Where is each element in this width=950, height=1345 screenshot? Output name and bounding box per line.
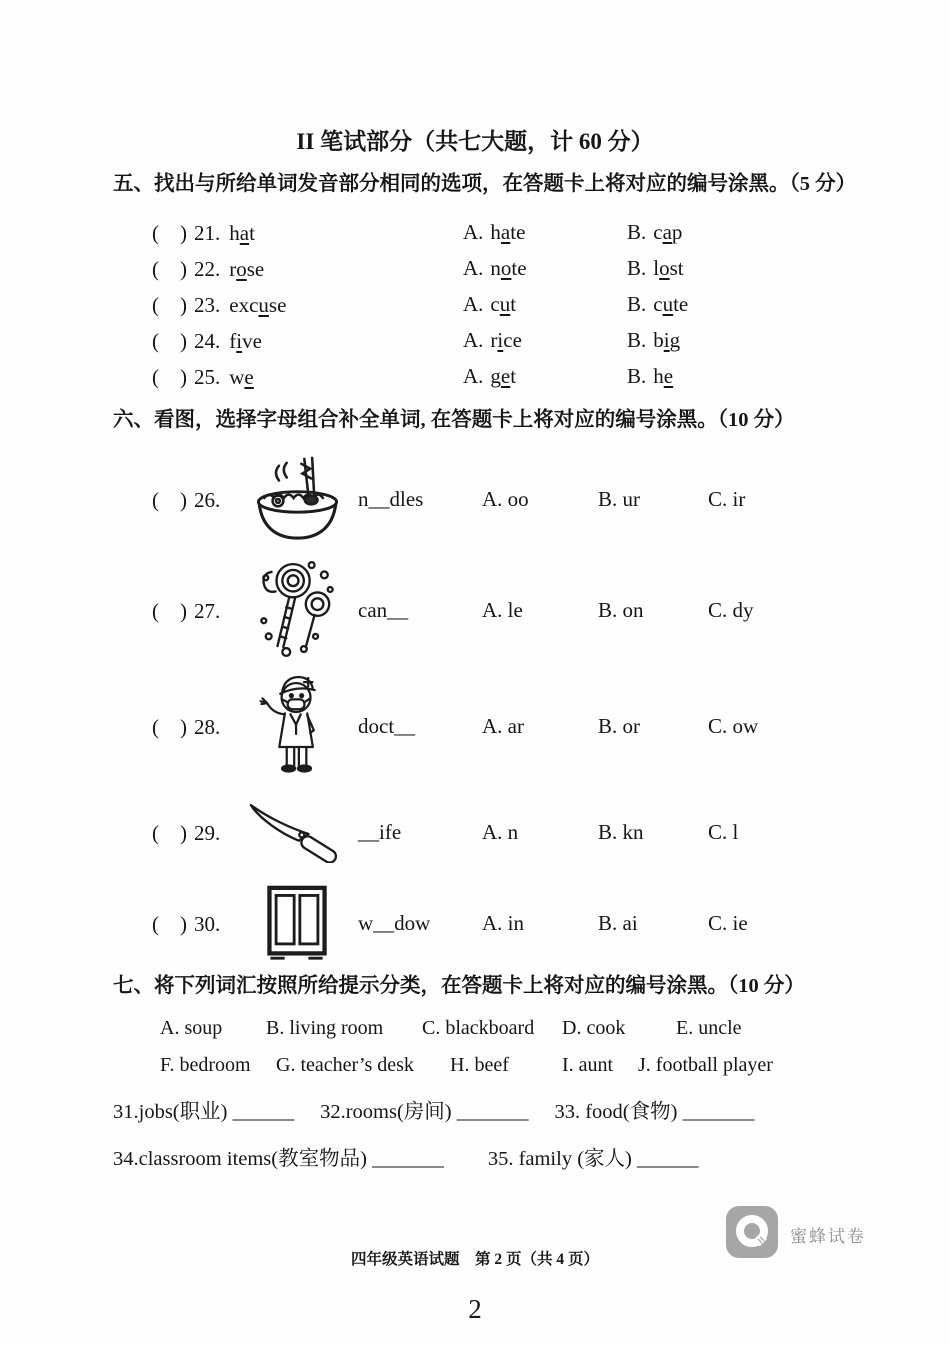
option-a: A. oo: [482, 486, 529, 511]
question-row-27: [0, 554, 950, 666]
question-number: 28.: [194, 715, 221, 739]
answer-bracket: ( ): [152, 293, 187, 317]
option-b: B. cute: [627, 291, 689, 316]
option-c: C. l: [708, 819, 739, 844]
question-row-22: [0, 250, 950, 286]
question-number: 29.: [194, 821, 221, 845]
word-bank-item: A. soup: [160, 1017, 223, 1039]
answer-bracket: ( ): [152, 599, 187, 623]
word-bank-item: H. beef: [450, 1054, 509, 1076]
answer-bracket: ( ): [152, 488, 187, 512]
question-row-28: [0, 666, 950, 786]
answer-bracket: ( ): [152, 821, 187, 845]
option-b: B. or: [598, 713, 640, 738]
option-c: C. ir: [708, 486, 746, 511]
question-number: 26.: [194, 488, 221, 512]
stem-word: excuse: [229, 293, 287, 317]
footer-page-info: 四年级英语试题 第 2 页（共 4 页）: [350, 1251, 599, 1268]
question-stem: [152, 253, 463, 283]
option-b: B. on: [598, 597, 644, 622]
option-a: A. n: [482, 819, 519, 844]
answer-bracket: ( ): [152, 715, 187, 739]
question-stem: [152, 817, 236, 847]
word-blank: doct__: [358, 713, 416, 738]
option-a: A. note: [463, 255, 527, 280]
candy-icon: [236, 558, 358, 662]
word-blank: __ife: [358, 819, 402, 844]
category-blank: 32.rooms(房间) _______: [320, 1101, 529, 1123]
option-a: A. rice: [463, 327, 522, 352]
word-bank-item: E. uncle: [676, 1017, 742, 1039]
page-number: 2: [468, 1294, 482, 1324]
word-bank-row-1: [0, 1017, 950, 1040]
question-row-21: [0, 214, 950, 250]
knife-icon: [236, 801, 358, 863]
question-stem: [152, 361, 463, 391]
question-row-26: [0, 444, 950, 554]
section5-heading: 五、找出与所给单词发音部分相同的选项，在答题卡上将对应的编号涂黑。（5 分）: [113, 173, 857, 195]
word-blank: n__dles: [358, 486, 424, 511]
question-number: 22.: [194, 257, 221, 281]
question-stem: [152, 908, 236, 938]
option-c: C. ie: [708, 910, 748, 935]
word-bank-item: I. aunt: [562, 1054, 614, 1076]
stem-word: rose: [229, 257, 265, 281]
question-number: 21.: [194, 221, 221, 245]
section7-heading: 七、将下列词汇按照所给提示分类，在答题卡上将对应的编号涂黑。（10 分）: [113, 975, 805, 997]
question-number: 23.: [194, 293, 221, 317]
option-a: A. in: [482, 910, 524, 935]
category-row-2: [0, 1141, 950, 1171]
page-title: II 笔试部分（共七大题，计 60 分）: [296, 129, 654, 154]
answer-bracket: ( ): [152, 912, 187, 936]
question-number: 27.: [194, 599, 221, 623]
question-stem: [152, 484, 236, 514]
option-b: B. big: [627, 327, 681, 352]
section5-questions: [0, 214, 950, 394]
category-row-1: [0, 1094, 950, 1124]
answer-bracket: ( ): [152, 329, 187, 353]
word-bank-item: J. football player: [638, 1054, 773, 1076]
option-b: B. ur: [598, 486, 640, 511]
option-c: C. ow: [708, 713, 759, 738]
option-a: A. hate: [463, 219, 526, 244]
stem-word: five: [229, 329, 262, 353]
option-a: A. cut: [463, 291, 517, 316]
option-a: A. ar: [482, 713, 524, 738]
question-number: 30.: [194, 912, 221, 936]
question-stem: [152, 595, 236, 625]
word-bank-item: F. bedroom: [160, 1054, 251, 1076]
stem-word: we: [229, 365, 254, 389]
doctor-icon: [236, 670, 358, 782]
question-row-30: [0, 878, 950, 968]
question-stem: [152, 325, 463, 355]
question-stem: [152, 217, 463, 247]
question-stem: [152, 711, 236, 741]
question-number: 24.: [194, 329, 221, 353]
option-a: A. le: [482, 597, 523, 622]
question-stem: [152, 289, 463, 319]
option-b: B. cap: [627, 219, 683, 244]
window-icon: [236, 885, 358, 961]
option-b: B. he: [627, 363, 674, 388]
answer-bracket: ( ): [152, 257, 187, 281]
option-a: A. get: [463, 363, 517, 388]
category-blank: 35. family (家人) ______: [487, 1148, 699, 1170]
word-bank-item: G. teacher’s desk: [276, 1054, 414, 1076]
word-bank-row-2: [0, 1054, 950, 1077]
question-row-29: [0, 786, 950, 878]
word-blank: can__: [358, 597, 409, 622]
stem-word: hat: [229, 221, 255, 245]
option-b: B. kn: [598, 819, 644, 844]
answer-bracket: ( ): [152, 221, 187, 245]
category-blank: 31.jobs(职业) ______: [113, 1101, 295, 1123]
question-row-24: [0, 322, 950, 358]
word-blank: w__dow: [358, 910, 431, 935]
option-b: B. lost: [627, 255, 684, 280]
word-bank-item: B. living room: [266, 1017, 384, 1039]
option-b: B. ai: [598, 910, 638, 935]
question-number: 25.: [194, 365, 221, 389]
section6-questions: [0, 444, 950, 968]
question-row-23: [0, 286, 950, 322]
answer-bracket: ( ): [152, 365, 187, 389]
category-blank: 33. food(食物) _______: [554, 1101, 755, 1123]
option-c: C. dy: [708, 597, 754, 622]
word-bank-item: D. cook: [562, 1017, 626, 1039]
word-bank-item: C. blackboard: [422, 1017, 535, 1039]
brand-name: 蜜蜂试卷: [790, 1227, 866, 1246]
question-row-25: [0, 358, 950, 394]
noodles-icon: [236, 456, 358, 542]
section6-heading: 六、看图，选择字母组合补全单词, 在答题卡上将对应的编号涂黑。（10 分）: [113, 409, 795, 431]
category-blank: 34.classroom items(教室物品) _______: [113, 1148, 444, 1170]
